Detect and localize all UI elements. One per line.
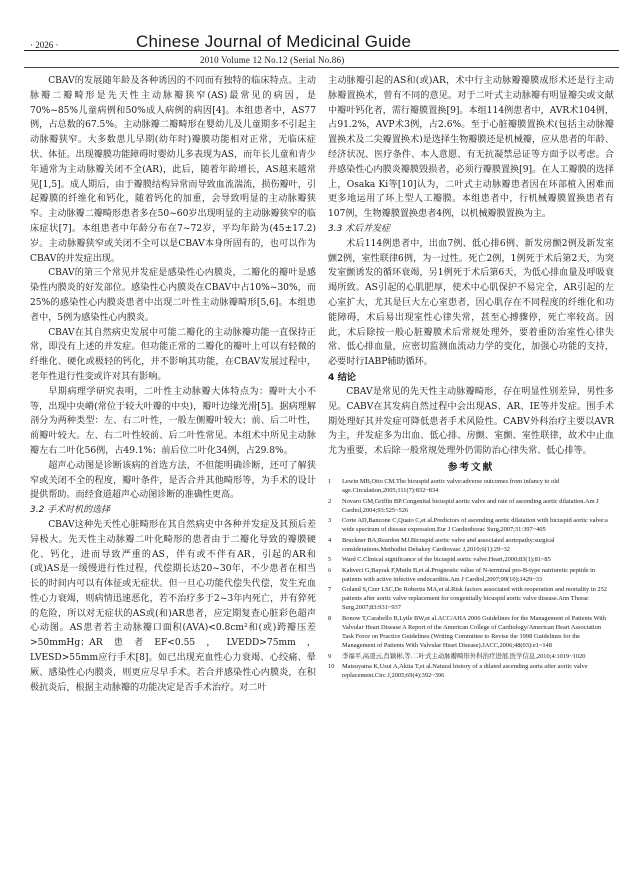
paragraph: CBAV的发展随年龄及各种诱因的不同而有独特的临床特点。主动脉瓣二瓣畸形是先天性主动脉瓣狭窄(AS)最常见的病因，是70%~85%儿童病例和50%成人病例的病因[4]。本组患者中，AS77例，占总数的67.5%。主动脉瓣二瓣畸形在婴幼儿及儿童期多不引起主动脉瓣狭窄。大多数患儿早期(幼年时)瓣膜功能相对正常，无临床症状、体征。出现瓣膜功能障碍时婴幼儿多表现为AS，而年长儿童和青少年通常为主动脉瓣关闭不全(AR)，此后，随着年龄增长，AS越来越常见[1,5]。成人期后，由于瓣膜结构异常而导致血流湍流，损伤瓣叶，引起瓣膜的纤维化和钙化，随着钙化的加重，会导致明显的主动脉瓣狭窄。主动脉瓣二瓣畸形患者多在50~60岁出现明显的主动脉瓣狭窄的临床症状[7]。本组患者中年龄分布在7~72岁，平均年龄为(45±17.2)岁。主动脉瓣狭窄或关闭不全可以是CBAV本身所固有的，也可以作为CBAV的并发症出现。 [30, 76, 316, 264]
right-column [328, 74, 614, 682]
paragraph: 早期病理学研究表明，二叶性主动脉瓣大体特点为：瓣叶大小不等，出现中央嵴(常位于较大叶瓣的中央)，瓣叶边缘光滑[5]。据病理解剖分为两种类型：左、右二叶性，一般左侧瓣叶较大；前、后二叶性，前瓣叶较大。左、右二叶性较前、后二叶性常见。本组术中所见主动脉瓣左右二叶化56例，占49.1%；前后位二叶化34例，占29.8%。 [30, 386, 316, 456]
paragraph: 主动脉瓣引起的AS和(或)AR，术中行主动脉瓣瓣膜成形术还是行主动脉瓣置换术，曾有不同的意见。对于二叶式主动脉瓣有明显瓣尖或文献中瓣叶钙化者，需行瓣膜置换[9]。本组114例患者中，AVR术104例，占91.2%，AVP术3例，占2.6%。至于心脏瓣膜置换术(包括主动脉瓣置换术及二尖瓣置换术)是选择生物瓣膜还是机械瓣，应从患者的年龄、经济状况、医疗条件、本人意愿、有无抗凝禁忌证等方面予以考虑。合并感染性心内膜炎瓣膜毁损者，必须行瓣膜置换[9]。在人工瓣膜的选择上，Osaka Ki等[10]认为，二叶式主动脉瓣患者因在环部植入困难而更多地运用了环上型人工瓣膜。本组患者中，行机械瓣膜置换患者有107例，生物瓣膜置换患者4例，以机械瓣膜置换为主。 [328, 76, 614, 220]
reference-item: 1 Lewin MB,Otto CM.The bicuspid aortic valve:adverse outcomes from infancy to old age.Circulation,2005;111(7):832~834 [328, 477, 560, 494]
paragraph: CBAV在其自然病史发展中可能二瓣化的主动脉瓣功能一直保持正常，即没有上述的并发症。但功能正常的二瓣化的瓣叶上可以有轻微的纤维化、硬化或极轻的钙化，并不影响其功能，在CBAV发展过程中，老年性退行性变或许对其有影响。 [30, 327, 316, 382]
page-header [24, 28, 619, 58]
section-heading: 4 结论 [328, 371, 356, 383]
reference-item: 8 Bonow T,Carabello B,Lytle BW,et al.ACC/AHA 2006 Guidelines for the Management of Patients With Valvular Heart Disease A Report of the American College of Cardiology/American Heart Association Task Force on Practice Guidelines (Writing Committee to Revise the 1998 Guidelines for the Management of Patients With Valvular Heart Disease).JACC,2006;48(03):e1~148 [328, 615, 606, 650]
reference-item: 2 Novaro GM,Griffin BP.Congenital bicuspid aortic valve and rate of ascending aortic dilatation.Am J Cardiol,2004;93:525~526 [328, 497, 599, 514]
subsection-heading: 3.3 术后并发症 [328, 223, 391, 234]
issue-info: 2010 Volume 12 No.12 (Serial No.86) [200, 55, 345, 65]
references-heading: 参考文献 [447, 461, 495, 473]
reference-item: 6 Kahveci G,Bayrak F,Mutlu B,et al.Prognostic value of N-terminal pro-B-type natriuretic peptide in patients with active infective endocarditis.Am J Cardiol,2007;99(10):1429~33 [328, 566, 596, 583]
reference-item: 9 李福平,高凌云,肖颖彬,等.二叶式主动脉瓣畸形外科治疗进展.医学信息,2010;4:1019~1020 [328, 652, 586, 660]
journal-title: Chinese Journal of Medicinal Guide [136, 32, 412, 51]
reference-list [328, 477, 614, 680]
paragraph: CBAV是常见的先天性主动脉瓣畸形，存在明显性别差异，男性多见。CABV在其发病自然过程中会出现AS、AR、IE等并发症。围手术期处理好其并发症可降低患者手术风险性。CABV外科治疗主要以AVR为主，并发症多为出血、低心排、房颤、室颤、室性联律，故术中止血尤为重要，术后除一般常规处理外仍需防治心律失常、低心排等。 [328, 386, 614, 457]
header-rule [24, 50, 619, 51]
paragraph: 超声心动图是诊断该病的首选方法，不但能明确诊断，还可了解狭窄或关闭不全的程度，瓣叶条件，是否合并其他畸形等，为手术的设计提供帮助。而经食道超声心动图诊断的准确性更高。 [30, 460, 316, 501]
paragraph: 术后114例患者中，出血7例、低心排6例、新发房颤2例及新发室颤2例，室性联律6例，为一过性。死亡2例，1例死于术后第2天，为突发室颤诱发的循环衰竭，另1例死于术后第6天，为低心排血量及呼吸衰竭所致。AS引起的心肌肥厚，使术中心肌保护不易完全，AR引起的左心室扩大，尤其是巨大左心室患者，因心肌存在不同程度的纤维化和功能障碍，术后易出现室性心律失常，甚至心搏骤停，死亡率较高。因此，术后除按一般心脏瓣膜术后常规处理外，要着重防治室性心律失常、低心排血量，应密切监测血流动力学的变化，加强心功能的支持，必要时行IABP辅助循环。 [328, 238, 614, 368]
reference-item: 10 Matsuyama K,Usui A,Akita T,et al.Natural history of a dilated ascending aorta after aortic valve replacement.Circ J,2005;69(4):392~396 [328, 663, 588, 680]
paragraph: CBAV这种先天性心脏畸形在其自然病史中各种并发症及其预后差异极大。先天性主动脉瓣二叶化畸形的患者由于二瓣化导致的瓣膜硬化、钙化，进而导致严重的AS，伴有或不伴有AR，引起的AR和(或)AS是一缓慢进行性过程，代偿期长达20~30年，不少患者在相当长的时间内可以有体征或无症状。但一旦心功能代偿失代偿，发生充血性心力衰竭，则病情迅速恶化，若不治疗多于2~3年内死亡，并有猝死的危险，所以对无症状的AS或(和)AR患者，应定期复查心脏彩色超声心动图。AS患者若主动脉瓣口面积(AVA)<0.8cm²和(或)跨瓣压差>50mmHg；AR患者EF<0.55，LVEDD>75mm，LVESD>55mm应行手术[8]。如已出现充血性心力衰竭、心绞痛、晕厥、感染性心内膜炎，则更应尽早手术。若合并感染性心内膜炎，在积极抗炎后，根据主动脉瓣的功能决定是否手术治疗。对二叶 [30, 519, 316, 693]
reference-item: 5 Ward C.Clinical significance of the bicuspid aortic valve.Heart,2000;83(1):81~85 [328, 556, 551, 564]
header-subrule [24, 67, 619, 68]
left-column [30, 74, 316, 695]
reference-item: 7 Goland S,Czer LSC,De Robertis MA,et al.Risk factors associated with reoperation and mortality in 252 patients after aortic valve replacement for congenitally bicuspid aortic valve disease.Ann Thorac Surg,2007;83:931~937 [328, 586, 607, 612]
paragraph: CBAV的第三个常见并发症是感染性心内膜炎，二瓣化的瓣叶是感染性内膜炎的好发部位。感染性心内膜炎在CBAV中占10%~30%，而25%的感染性心内膜炎患者中出现二叶性主动脉瓣畸形[5,6]。本组患者中，5例为感染性心内膜炎。 [30, 268, 316, 323]
reference-item: 3 Corte AD,Bancone C,Quato C,et al.Predictors of ascending aortic dilatation with bicuspid aortic valve:a wide spectrum of disease expression.Eur J Cardiothorac Surg,2007;31:397~405 [328, 517, 608, 534]
reference-item: 4 Bruckner BA,Reardon MJ.Bicuspid aortic valve and associated aortopathy:surgical considerations.Methodist Debakey Cardiovasc J,2010;6(1):29~32 [328, 536, 555, 553]
subsection-heading: 3.2 手术时机的选择 [30, 505, 111, 516]
page-number: · 2026 · [30, 40, 59, 50]
